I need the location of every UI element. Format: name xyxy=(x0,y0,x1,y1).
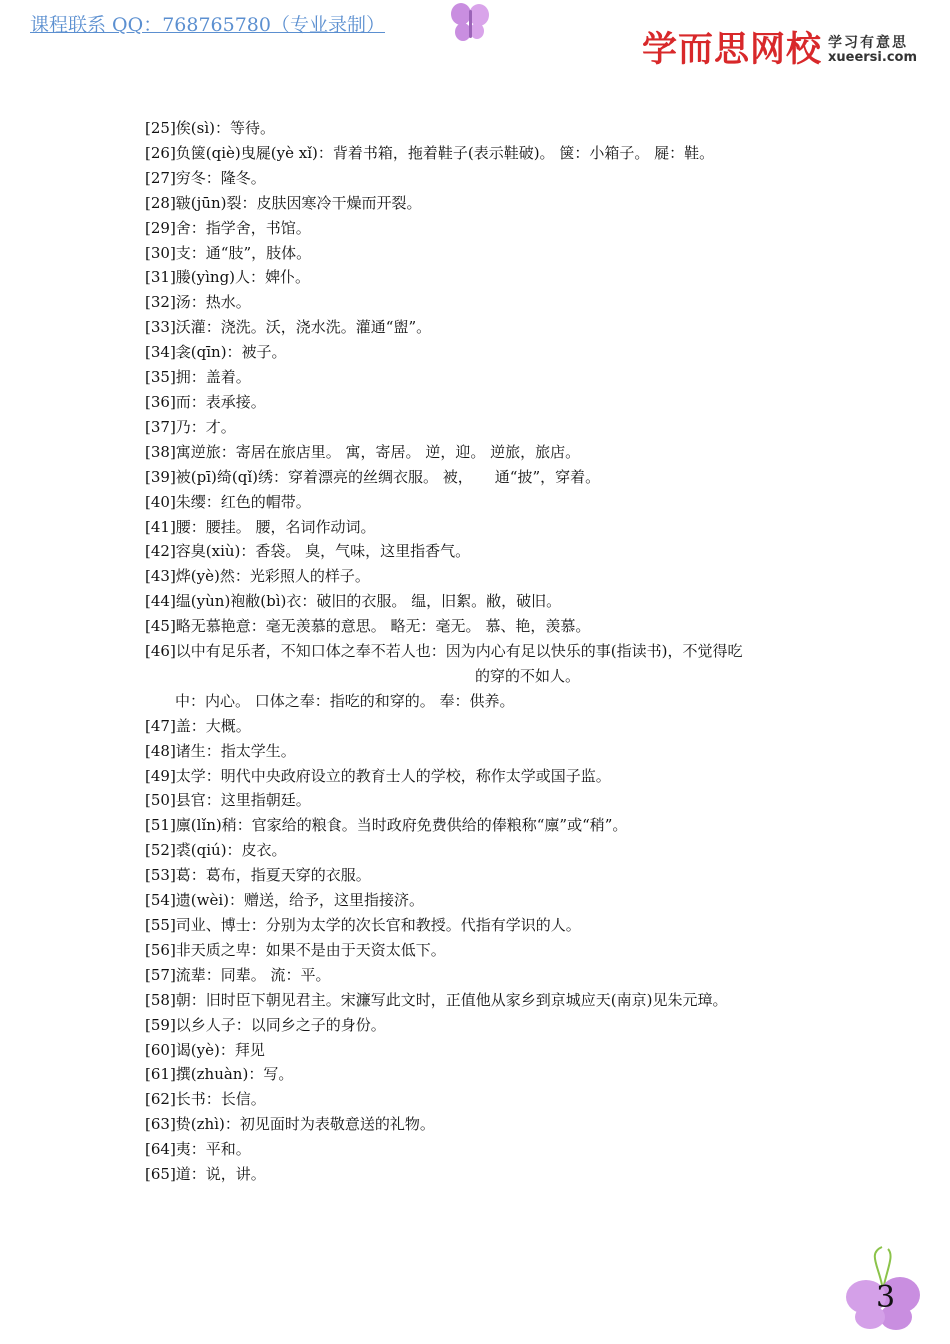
note-36: [36]而：表承接。 xyxy=(145,392,266,411)
note-55: [55]司业、博士：分别为太学的次长官和教授。代指有学识的人。 xyxy=(145,916,581,934)
note-63: [63]贽(zhì)：初见面时为表敬意送的礼物。 xyxy=(145,1115,435,1134)
note-58: [58]朝：旧时臣下朝见君主。宋濂写此文时，正值他从家乡到京城应天(南京)见朱元璋。 xyxy=(145,990,728,1009)
note-39-part2: 通“披”，穿着。 xyxy=(494,467,601,486)
note-52: [52]裘(qiú)：皮衣。 xyxy=(145,841,287,860)
butterfly-icon xyxy=(450,2,494,48)
note-31: [31]媵(yìng)人：婢仆。 xyxy=(145,268,311,287)
logo-domain: xueersi.com xyxy=(828,50,918,65)
note-65: [65]道：说，讲。 xyxy=(145,1165,266,1184)
note-26: [26]负箧(qiè)曳屣(yè xǐ)：背着书箱，拖着鞋子(表示鞋破)。 箧：小箱子。 屣：鞋。 xyxy=(145,143,715,162)
note-34: [34]衾(qīn)：被子。 xyxy=(145,343,287,362)
page-number: 3 xyxy=(876,1280,896,1315)
note-46-detail: 中：内心。 口体之奉：指吃的和穿的。 奉：供养。 xyxy=(175,691,515,710)
note-39-part1: [39]被(pī)绮(qǐ)绣：穿着漂亮的丝绸衣服。 被， xyxy=(145,467,473,486)
annotation-list xyxy=(145,116,825,1187)
note-60: [60]谒(yè)：拜见 xyxy=(145,1040,265,1059)
note-59: [59]以乡人子：以同乡之子的身份。 xyxy=(145,1015,386,1034)
note-28: [28]皲(jūn)裂：皮肤因寒冷干燥而开裂。 xyxy=(145,193,422,212)
note-50: [50]县官：这里指朝廷。 xyxy=(145,791,311,810)
note-27: [27]穷冬：隆冬。 xyxy=(145,168,266,187)
note-47: [47]盖：大概。 xyxy=(145,716,251,735)
note-43: [43]烨(yè)然：光彩照人的样子。 xyxy=(145,567,370,586)
note-54: [54]遗(wèi)：赠送，给予，这里指接济。 xyxy=(145,891,425,910)
contact-info: 课程联系 QQ：768765780（专业录制） xyxy=(30,14,385,36)
note-49: [49]太学：明代中央政府设立的教育士人的学校，称作太学或国子监。 xyxy=(145,766,611,785)
note-35: [35]拥：盖着。 xyxy=(145,368,251,387)
note-53: [53]葛：葛布，指夏天穿的衣服。 xyxy=(145,866,371,885)
note-48: [48]诸生：指太学生。 xyxy=(145,741,296,760)
note-30: [30]支：通“肢”，肢体。 xyxy=(145,243,312,262)
note-44: [44]缊(yùn)袍敝(bì)衣：破旧的衣服。 缊，旧絮。敝，破旧。 xyxy=(145,592,562,611)
note-62: [62]长书：长信。 xyxy=(145,1090,266,1109)
logo-slogan: 学习有意思 xyxy=(828,35,908,51)
note-56: [56]非天质之卑：如果不是由于天资太低下。 xyxy=(145,940,446,959)
note-51: [51]廪(lǐn)稍：官家给的粮食。当时政府免费供给的俸粮称“廪”或“稍”。 xyxy=(145,816,628,835)
note-64: [64]夷：平和。 xyxy=(145,1140,251,1159)
note-33: [33]沃灌：浇洗。沃，浇水洗。灌通“盥”。 xyxy=(145,318,432,337)
note-61: [61]撰(zhuàn)：写。 xyxy=(145,1065,294,1084)
logo-text: 学而思网校 xyxy=(642,30,823,70)
note-29: [29]舍：指学舍，书馆。 xyxy=(145,218,311,237)
note-32: [32]汤：热水。 xyxy=(145,293,251,312)
note-42: [42]容臭(xiù)：香袋。 臭，气味，这里指香气。 xyxy=(145,542,471,561)
note-46-continuation: 的穿的不如人。 xyxy=(475,666,581,685)
note-46: [46]以中有足乐者，不知口体之奉不若人也：因为内心有足以快乐的事(指读书)，不觉得吃 xyxy=(145,642,743,661)
note-40: [40]朱缨：红色的帽带。 xyxy=(145,492,311,511)
note-57: [57]流辈：同辈。 流：平。 xyxy=(145,965,331,984)
note-45: [45]略无慕艳意：毫无羡慕的意思。 略无：毫无。 慕、艳，羡慕。 xyxy=(145,617,591,636)
note-38: [38]寓逆旅：寄居在旅店里。 寓，寄居。 逆，迎。 逆旅，旅店。 xyxy=(145,442,581,461)
logo xyxy=(642,22,918,72)
note-39 xyxy=(145,465,825,490)
note-25: [25]俟(sì)：等待。 xyxy=(145,119,275,137)
note-37: [37]乃：才。 xyxy=(145,417,236,436)
note-41: [41]腰：腰挂。 腰，名词作动词。 xyxy=(145,517,376,536)
